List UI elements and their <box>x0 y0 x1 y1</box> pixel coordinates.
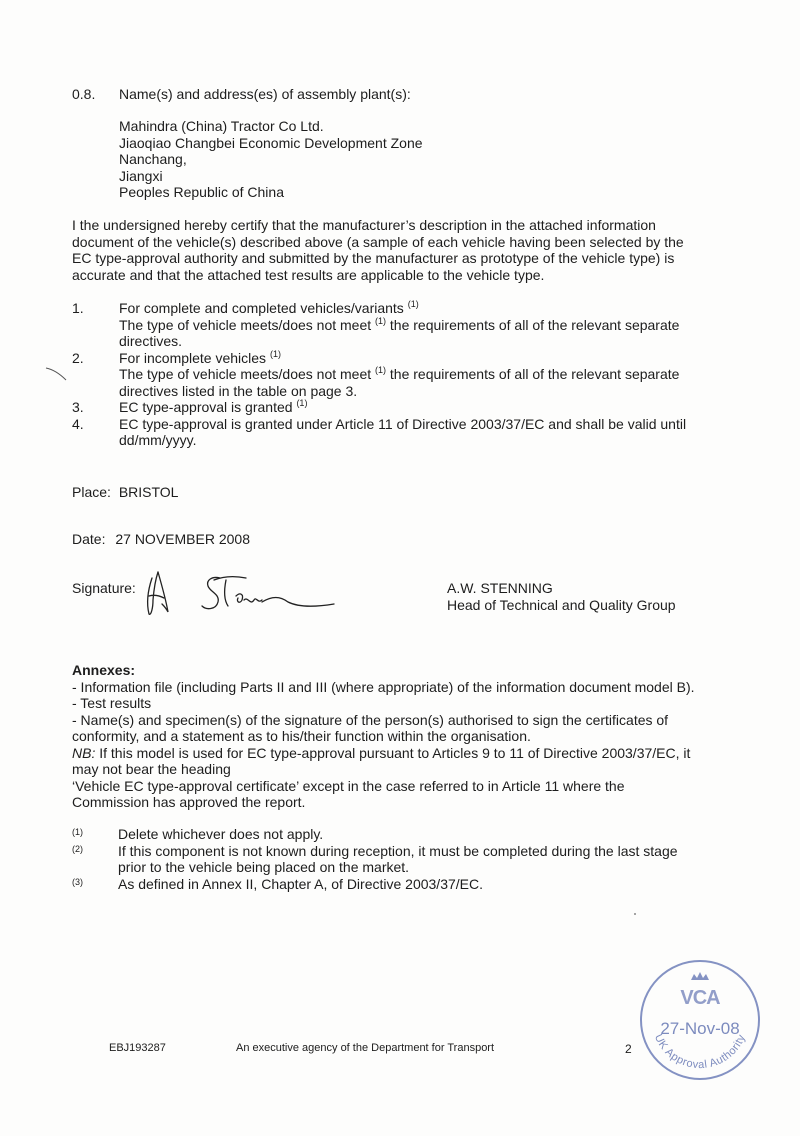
item-line: EC type-approval is granted under Article 11 of Directive 2003/37/EC and shall be valid until <box>119 415 687 432</box>
item-line: directives listed in the table on page 3. <box>119 382 358 399</box>
nb-line: NB: If this model is used for EC type-approval pursuant to Articles 9 to 11 of Directive 2003/37/EC, it <box>72 744 691 761</box>
annexes-heading: Annexes: <box>72 662 136 678</box>
item-line: dd/mm/yyyy. <box>119 432 197 448</box>
place-value: BRISTOL <box>118 484 179 500</box>
place-row <box>72 484 178 500</box>
stamp-logo: VCA <box>680 987 720 1009</box>
svg-text:UK Approval Authority <box>652 1032 748 1071</box>
footnote-mark: (3) <box>72 876 83 887</box>
crown-icon <box>691 972 709 980</box>
stamp-date: 27-Nov-08 <box>660 1019 740 1038</box>
annex-line: conformity, and a statement as to his/their function within the organisation. <box>72 728 531 744</box>
footnote-1 <box>72 826 678 843</box>
address-line: Jiangxi <box>119 167 163 184</box>
footnote-text: As defined in Annex II, Chapter A, of Directive 2003/37/EC. <box>118 875 483 892</box>
footnote-3 <box>72 876 678 893</box>
annex-line: - Name(s) and specimen(s) of the signature of the person(s) authorised to sign the certificates of <box>72 711 669 728</box>
annex-line: - Information file (including Parts II and III (where appropriate) of the information document model B). <box>72 678 695 695</box>
item-line: The type of vehicle meets/does not meet $^{(1)}$ the requirements of all of the relevant separate <box>119 365 680 382</box>
numbered-items <box>72 300 732 449</box>
annex-line: - Test results <box>72 695 152 711</box>
place-label: Place: <box>72 484 111 500</box>
address-line: Peoples Republic of China <box>119 184 284 200</box>
item-line: The type of vehicle meets/does not meet $^{(1)}$ the requirements of all of the relevant separate <box>119 315 680 333</box>
item-line: For complete and completed vehicles/variants $^{(1)}$ <box>119 299 419 316</box>
date-value: 27 NOVEMBER 2008 <box>115 531 250 547</box>
certify-line: document of the vehicle(s) described above (a sample of each vehicle having been selected by the <box>72 233 684 250</box>
section-number: 0.8. <box>72 86 96 102</box>
footer-ref: EBJ193287 <box>109 1042 166 1054</box>
footnote-2 <box>72 843 678 876</box>
plant-address <box>119 118 423 201</box>
footnote-text: Delete whichever does not apply. <box>118 826 324 842</box>
item-number: 4. <box>72 415 84 432</box>
page-number: 2 <box>625 1042 632 1056</box>
address-line: Mahindra (China) Tractor Co Ltd. <box>119 118 324 134</box>
approval-stamp <box>638 958 762 1082</box>
item-line: directives. <box>119 333 183 349</box>
footnote-text: If this component is not known during reception, it must be completed during the last stage <box>118 842 678 859</box>
certify-paragraph <box>72 217 684 283</box>
annexes-block <box>72 662 695 811</box>
stray-dot <box>634 913 636 915</box>
date-row <box>72 531 250 547</box>
certify-line: EC type-approval authority and submitted by the manufacturer as prototype of the vehicle type) is <box>72 250 675 266</box>
item-line: For incomplete vehicles $^{(1)}$ <box>119 348 281 366</box>
handwritten-signature <box>140 566 340 622</box>
certify-line: I the undersigned hereby certify that the manufacturer’s description in the attached information <box>72 217 656 233</box>
nb-line: Commission has approved the report. <box>72 794 306 810</box>
date-label: Date: <box>72 531 106 547</box>
footnote-mark: (1) <box>72 827 83 837</box>
stamp-ring-text: UK Approval Authority <box>651 1032 749 1072</box>
footnote-mark: (2) <box>72 843 83 854</box>
item-2 <box>72 350 732 400</box>
item-1 <box>72 300 732 350</box>
signatory-block <box>447 580 676 613</box>
footer-agency: An executive agency of the Department for Transport <box>236 1042 495 1054</box>
item-3 <box>72 399 732 416</box>
address-line: Jiaoqiao Changbei Economic Development Zone <box>119 134 423 151</box>
item-number: 3. <box>72 399 84 415</box>
footnotes <box>72 826 678 892</box>
address-line: Nanchang, <box>119 151 187 167</box>
signatory-title: Head of Technical and Quality Group <box>447 596 676 613</box>
nb-label: NB: <box>72 744 96 761</box>
nb-line: ‘Vehicle EC type-approval certificate’ except in the case referred to in Article 11 where the <box>72 777 625 794</box>
section-heading: Name(s) and address(es) of assembly plant(s): <box>119 86 411 102</box>
certify-line: accurate and that the attached test results are applicable to the vehicle type. <box>72 266 545 283</box>
footnote-text: prior to the vehicle being placed on the market. <box>118 859 410 875</box>
item-number: 2. <box>72 349 84 366</box>
item-line: EC type-approval is granted $^{(1)}$ <box>119 398 308 415</box>
nb-line: may not bear the heading <box>72 761 231 777</box>
item-number: 1. <box>72 300 84 316</box>
signatory-name: A.W. STENNING <box>447 580 553 596</box>
signature-label: Signature: <box>72 580 136 596</box>
item-4 <box>72 416 732 449</box>
pen-mark <box>44 364 80 386</box>
